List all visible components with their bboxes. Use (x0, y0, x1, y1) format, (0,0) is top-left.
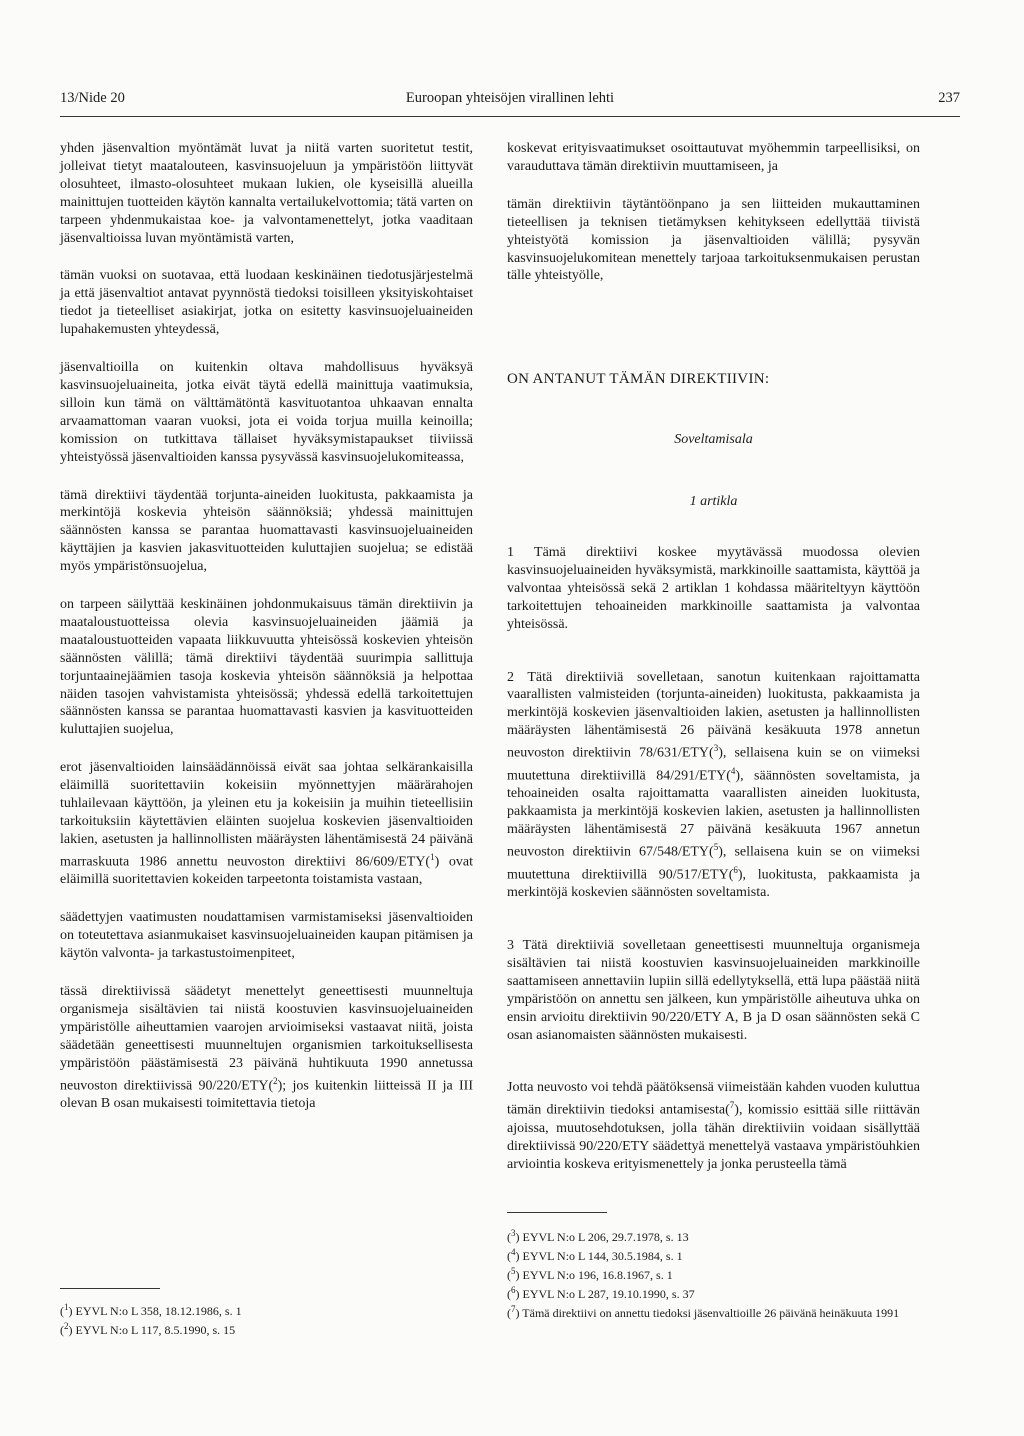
footnote-mark: 7 (511, 1304, 516, 1314)
footnote-ref: 4 (730, 765, 736, 776)
text-run: erot jäsenvaltioiden lainsäädännöissä eivät saa johtaa selkärankaisilla eläimillä suoritettaviin kokeisiin myönnettyjen määrärahojen tuhlailevaan käyttöön, ja yleinen etu ja kokeisiin ja muihin tieteellisiin tarkoituksiin käytettävien eläinten suojelua koskevien jäsenvaltioiden lakien, asetusten ja hallinnollisten määräysten lähentämisestä 24 päivänä marraskuuta 1986 annettu neuvoston direktiivi 86/609/ETY( (60, 760, 473, 870)
footnote-text: EYVL N:o L 144, 30.5.1984, s. 1 (522, 1249, 683, 1263)
article-paragraph (507, 1079, 920, 1173)
recital-paragraph (60, 983, 473, 1113)
left-column (60, 140, 473, 1113)
footnote: ($^4$) EYVL N:o L 144, 30.5.1984, s. 1 (507, 1247, 683, 1263)
footnote-text: EYVL N:o L 117, 8.5.1990, s. 15 (75, 1323, 236, 1337)
footnote-mark: 5 (511, 1266, 516, 1276)
text-run: ), komissio esittää sille riittävän ajoissa, muutosehdotuksen, jolla tähän direktiiviin voidaan sisällyttää direktiivissä 90/220/ETY säädettyä menettelyä vastaava ympäristöuhkien arviointia koskeva erityismenettely ja jonka perusteella tämä (507, 1103, 920, 1172)
article-paragraph: 3 Tätä direktiiviä sovelletaan geneettisesti muunneltuja organismeja sisältävien tai niistä koostuvien kasvinsuojeluaineiden markkinoille saattamiseen annettaviin lupiin sillä edellytyksellä, että lupa päästää niitä ympäristöön on annettu sen jälkeen, kun ympäristölle aiheutuva uhka on ensin arvioitu direktiivin 90/220/ETY A, B ja D osan säännösten sekä C osan asianomaisten säännösten mukaisesti. (507, 938, 920, 1043)
footnote: ($^7$) Tämä direktiivi on annettu tiedoksi jäsenvaltioille 26 päivänä heinäkuuta 1991 (507, 1304, 900, 1320)
text-run: ), säännösten soveltamista, ja tehoaineiden osalta rajoittamatta vaarallisten aineiden luokitusta, pakkaamista ja merkintöjä koskevien lakien, asetusten ja hallinnollisten määräysten lähentämisestä 27 päivänä kesäkuuta 1967 annetun neuvoston direktiivin 67/548/ETY( (507, 768, 920, 860)
text-run: ) ovat eläimillä suoritettavien kokeiden tarpeetonta toistamista vastaan, (60, 854, 474, 888)
footnote-ref: 2 (273, 1075, 278, 1086)
footnote: ($^2$) EYVL N:o L 117, 8.5.1990, s. 15 (60, 1321, 236, 1337)
journal-title: Euroopan yhteisöjen virallinen lehti (405, 90, 615, 106)
right-footnotes (507, 1226, 920, 1321)
footnote: ($^3$) EYVL N:o L 206, 29.7.1978, s. 13 (507, 1228, 689, 1244)
footnote-ref: 1 (430, 851, 435, 862)
footnote-mark: 3 (511, 1228, 516, 1238)
article-paragraph: 1 Tämä direktiivi koskee myytävässä muodossa olevien kasvinsuojeluaineiden hyväksymistä, markkinoille saattamista, käyttöä ja valvontaa yhteisössä sekä 2 artiklan 1 kohdassa määriteltyyn käyttöön tarkoitettujen tehoaineiden markkinoille saattamista ja valvontaa yhteisössä. (507, 545, 920, 632)
recital-paragraph: on tarpeen säilyttää keskinäinen johdonmukaisuus tämän direktiivin ja maataloustuotteissa olevia kasvinsuojeluaineiden jäämiä ja maataloustuotteiden vapaata liikkuvuutta yhteisössä koskevien yhteisön säännösten välillä; tämä direktiivi täydentää suurimpia sallittuja torjuntaainejäämien tasoja koskevia yhteisön säännöksiä ja helpottaa näiden tasojen vahvistamista yhteisössä; yhdessä edellä tarkoitettujen säännösten kanssa se parantaa huomattavasti kasvien ja kasvituotteiden kuluttajien suojelua, (60, 597, 473, 738)
footnote-mark: 4 (511, 1247, 516, 1257)
page-number: 237 (938, 90, 960, 106)
footnote-mark: 1 (64, 1302, 69, 1312)
text-run: Jotta neuvosto voi tehdä päätöksensä viimeistään kahden vuoden kuluttua tämän direktiivin tiedoksi antamisesta( (507, 1080, 920, 1119)
footnote-mark: 6 (511, 1285, 516, 1295)
footnote-text: EYVL N:o L 287, 19.10.1990, s. 37 (522, 1287, 695, 1301)
recital-paragraph: tämän direktiivin täytäntöönpano ja sen liitteiden mukauttaminen tieteellisen ja teknisen tietämyksen kehitykseen edellyttää tiivistä yhteistyötä komission ja jäsenvaltioiden välillä; pysyvän kasvinsuojelukomitean menettely tarjoaa tarkoituksenmukaisen perustan tälle yhteistyölle, (507, 196, 920, 284)
text-run: ); jos kuitenkin liitteissä II ja III olevan B osan mukaisesti toimitettavia tietoja (60, 1078, 473, 1112)
text-run: 2 Tätä direktiiviä sovelletaan, sanotun kuitenkaan rajoittamatta vaarallisten valmisteiden (torjunta-aineiden) luokitusta, pakkaamista ja merkintöjä koskevien jäsenvaltioiden lakien, asetusten ja hallinnollisten määräysten lähentämisestä 26 päivänä kesäkuuta 1978 annetun neuvoston direktiivin 78/631/ETY( (507, 669, 920, 761)
right-column-top (507, 140, 920, 285)
recital-paragraph: tämä direktiivi täydentää torjunta-aineiden luokitusta, pakkaamista ja merkintöjä koskevia yhteisön säännöksiä; yhdessä mainittujen säännösten kanssa se parantaa huomattavasti kasvinsuojeluaineiden käyttäjien ja kasvien jakasvituotteiden kuluttajien suojelua; se edistää myös ympäristönsuojelua, (60, 487, 473, 575)
left-footnotes (60, 1300, 473, 1338)
footnote-ref: 5 (713, 842, 719, 852)
right-column-articles (507, 544, 920, 1174)
recital-paragraph: yhden jäsenvaltion myöntämät luvat ja niitä varten suoritetut testit, jolleivat tietyt maatalouteen, kasvinsuojeluun ja ympäristöön liittyvät olosuhteet, ilmasto-olosuhteet mukaan lukien, ole kyseisillä alueilla mainittujen tuotteiden käytön kannalta vertailukelvottomia; tätä varten on tarpeen yhdenmukaistaa koe- ja valvontamenettelyt, jotka vaaditaan jäsenvaltioissa luvan myöntämistä varten, (60, 141, 473, 246)
footnote-text: EYVL N:o L 358, 18.12.1986, s. 1 (75, 1304, 242, 1318)
recital-paragraph: tämän vuoksi on suotavaa, että luodaan keskinäinen tiedotusjärjestelmä ja että jäsenvaltiot antavat pyynnöstä tiedoksi toisilleen yksityiskohtaiset tiedot ja tieteelliset asiakirjat, jotka on esitetty kasvinsuojeluaineiden lupahakemusten yhteydessä, (60, 268, 473, 338)
text-run: ), luokitusta, pakkaamista ja merkintöjä koskevien säännösten soveltamista. (507, 867, 920, 901)
article-paragraph (507, 669, 920, 903)
page-header (60, 90, 960, 110)
footnote-rule (60, 1288, 160, 1289)
text-run: ), sellaisena kuin se on viimeksi muutettuna direktiivillä 84/291/ETY( (507, 745, 921, 784)
footnote-text: Tämä direktiivi on annettu tiedoksi jäsenvaltioille 26 päivänä heinäkuuta 1991 (522, 1306, 900, 1320)
footnote-rule (507, 1212, 607, 1213)
footnote-ref: 6 (733, 864, 738, 875)
recital-paragraph: säädettyjen vaatimusten noudattamisen varmistamiseksi jäsenvaltioiden on toteutettava asianmukaiset kasvinsuojeluaineiden kaupan pitämisen ja käytön valvonta- ja tarkastustoimenpiteet, (60, 910, 473, 962)
footnote-text: EYVL N:o L 206, 29.7.1978, s. 13 (522, 1230, 689, 1244)
section-title: Soveltamisala (674, 432, 753, 447)
footnote-text: EYVL N:o 196, 16.8.1967, s. 1 (522, 1268, 673, 1282)
enacting-formula: ON ANTANUT TÄMÄN DIREKTIIVIN: (507, 371, 770, 387)
text-run: tässä direktiivissä säädetyt menettelyt geneettisesti muunneltuja organismeja sisältävien tai niistä koostuvien kasvinsuojeluaineiden ympäristölle aiheuttamien vaarojen arvioimiseksi vastaavat niitä, joista säädetään geneettisesti muunneltujen organismien tarkoituksellisesta ympäristöön päästämisestä 23 päivänä huhtikuuta 1990 annetussa neuvoston direktiivissä 90/220/ETY( (60, 984, 473, 1094)
footnote: ($^5$) EYVL N:o 196, 16.8.1967, s. 1 (507, 1266, 673, 1282)
article-title: 1 artikla (689, 494, 738, 509)
footnote-ref: 7 (729, 1100, 735, 1111)
footnote-mark: 2 (64, 1321, 69, 1331)
recital-paragraph: koskevat erityisvaatimukset osoittautuvat myöhemmin tarpeellisiksi, on varauduttava tämän direktiivin muuttamiseen, ja (507, 141, 920, 174)
footnote-ref: 3 (713, 743, 719, 754)
recital-paragraph: jäsenvaltioilla on kuitenkin oltava mahdollisuus hyväksyä kasvinsuojeluaineita, jotka eivät täytä edellä mainittuja vaatimuksia, silloin kun tämä on välttämätöntä kasvituotantoa uhkaavan ennalta arvaamattoman vaaran vuoksi, jota ei voida torjua muilla keinoilla; komission on tutkittava tällaiset hyväksymistapaukset tiiviissä yhteistyössä jäsenvaltioiden kanssa pysyvässä kasvinsuojelukomiteassa, (60, 360, 473, 465)
recital-paragraph (60, 759, 473, 889)
footnote: ($^1$) EYVL N:o L 358, 18.12.1986, s. 1 (60, 1302, 242, 1318)
text-run: ), sellaisena kuin se on viimeksi muutettuna direktiivillä 90/517/ETY( (507, 844, 921, 883)
header-rule (60, 116, 960, 117)
footnote: ($^6$) EYVL N:o L 287, 19.10.1990, s. 37 (507, 1285, 695, 1301)
volume-label: 13/Nide 20 (60, 90, 125, 106)
